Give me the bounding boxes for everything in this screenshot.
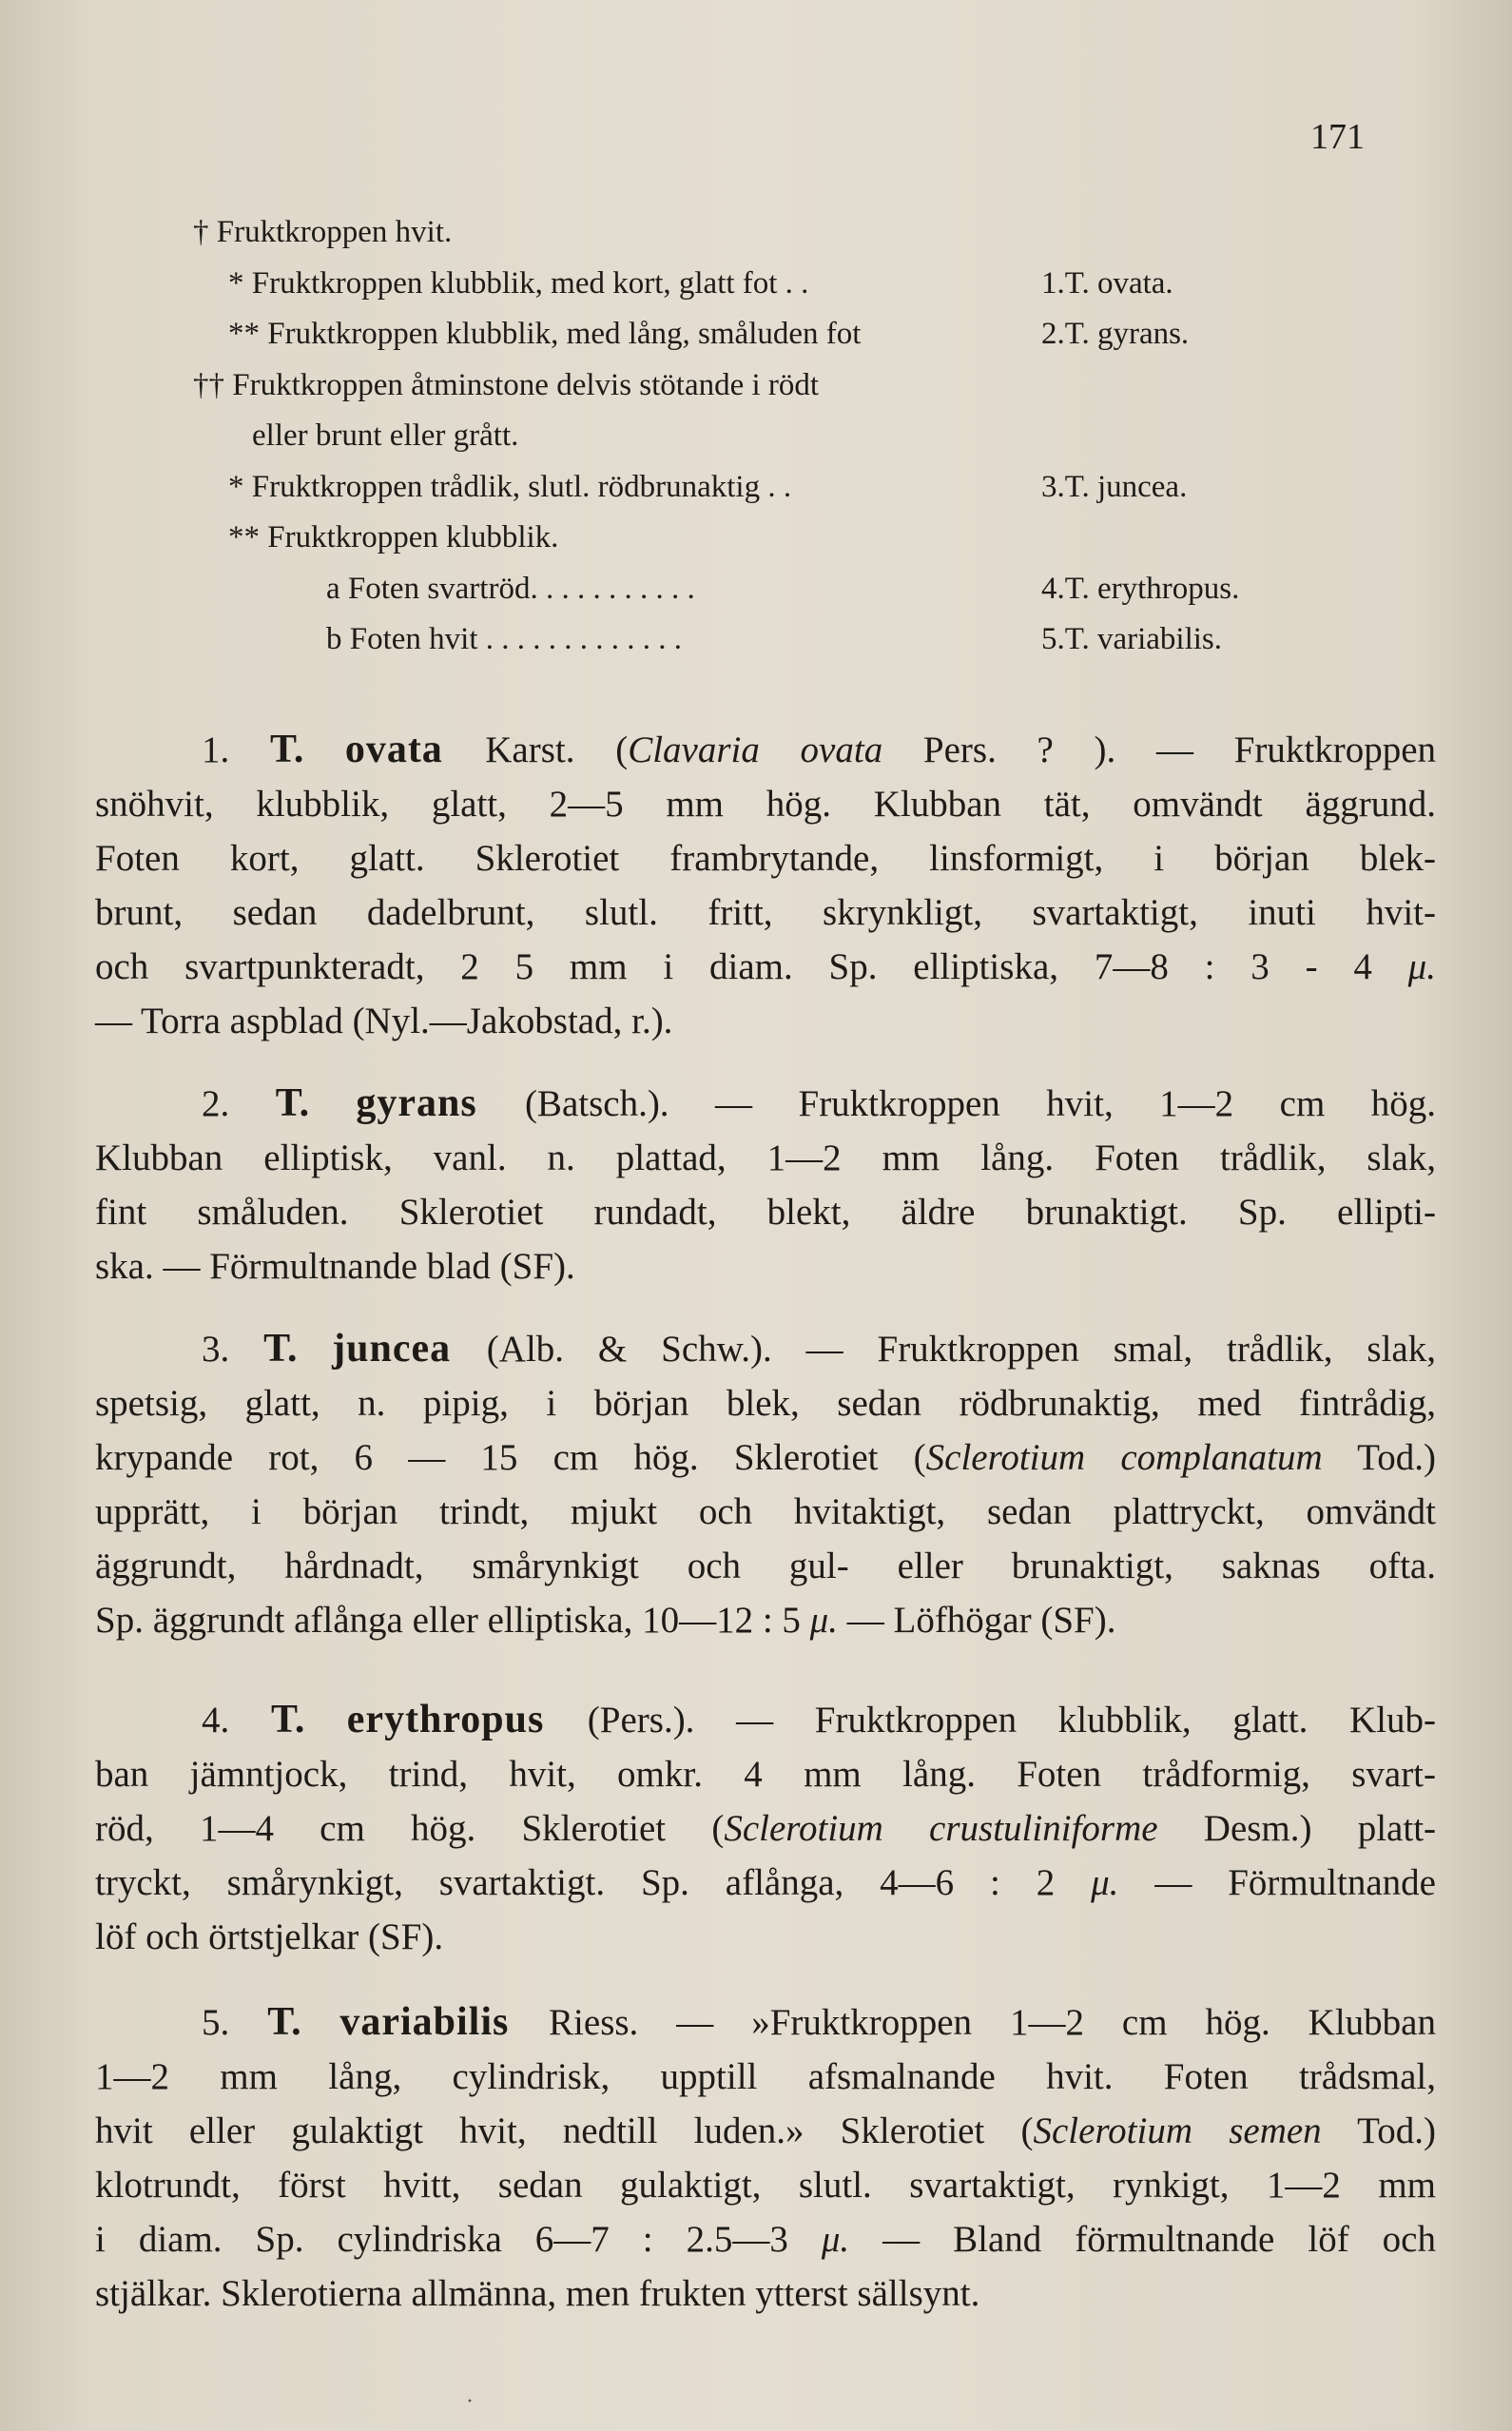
- body-text: ban jämntjock, trind, hvit, omkr. 4 mm lång. Foten trådformig, svart-: [95, 1754, 1436, 1795]
- genus-abbrev: T.: [267, 2000, 340, 2044]
- text-line: [95, 831, 1436, 885]
- text-line: [95, 2212, 1436, 2266]
- text-line: [95, 1485, 1436, 1539]
- text-line: [95, 1693, 1436, 1747]
- text-line: [95, 2104, 1436, 2158]
- species-epithet: erythropus: [346, 1698, 588, 1741]
- body-text: — Förmultnande: [1118, 1862, 1436, 1903]
- key-number: 2.: [1041, 317, 1065, 351]
- body-text: klotrundt, först hvitt, sedan gulaktigt, slutl. svartaktigt, rynkigt, 1—2 mm: [95, 2165, 1436, 2206]
- key-line: [228, 309, 861, 359]
- body-text: — Torra aspblad (Nyl.—Jakobstad, r.).: [95, 1001, 673, 1041]
- key-species-name: T. ovata.: [1064, 265, 1173, 301]
- species-epithet: ovata: [344, 728, 486, 771]
- key-reference: [1041, 614, 1222, 664]
- species-entry: [95, 1995, 1436, 2321]
- key-line: [193, 207, 452, 257]
- key-number: 4.: [1041, 571, 1065, 606]
- key-line: [326, 564, 695, 613]
- body-text: spetsig, glatt, n. pipig, i början blek, sedan rödbrunaktig, med fintrådig,: [95, 1383, 1436, 1424]
- key-line: [228, 259, 808, 308]
- body-text: Sp. äggrundt aflånga eller elliptiska, 10—12 : 5: [95, 1600, 810, 1641]
- key-text: b Foten hvit . . . . . . . . . . . . .: [326, 622, 683, 656]
- key-text: eller brunt eller grått.: [252, 418, 519, 453]
- body-text: hvit eller gulaktigt hvit, nedtill luden.» Sklerotiet (: [95, 2110, 1034, 2151]
- species-entry: [95, 1693, 1436, 1964]
- text-line: [95, 2158, 1436, 2212]
- body-text: röd, 1—4 cm hög. Sklerotiet (: [95, 1808, 725, 1849]
- key-text: † Fruktkroppen hvit.: [193, 215, 453, 249]
- text-line: [95, 1910, 1436, 1964]
- italic-text: Sclerotium semen: [1033, 2110, 1322, 2151]
- print-mark: ·: [466, 2389, 474, 2414]
- text-line: [95, 1322, 1436, 1376]
- species-epithet: variabilis: [339, 2000, 550, 2044]
- key-reference: [1041, 462, 1187, 512]
- key-number: 3.: [1041, 469, 1065, 504]
- key-text: * Fruktkroppen klubblik, med kort, glatt fot . .: [228, 265, 809, 301]
- key-line: [228, 462, 791, 512]
- genus-abbrev: T.: [263, 1327, 333, 1371]
- entry-number: 5.: [202, 2002, 268, 2043]
- body-text: tryckt, smårynkigt, svartaktigt. Sp. aflånga, 4—6 : 2: [95, 1862, 1092, 1903]
- key-species-name: T. variabilis.: [1064, 622, 1223, 656]
- text-line: [95, 1185, 1436, 1239]
- text-line: [95, 940, 1436, 994]
- body-text: 1—2 mm lång, cylindrisk, upptill afsmalnande hvit. Foten trådsmal,: [95, 2056, 1436, 2097]
- body-text: (Alb. & Schw.). — Fruktkroppen smal, trådlik, slak,: [486, 1329, 1436, 1370]
- key-text: ** Fruktkroppen klubblik, med lång, småluden fot: [228, 317, 862, 351]
- body-text: Tod.): [1322, 1437, 1436, 1478]
- key-number: 1.: [1041, 265, 1065, 301]
- body-text: i diam. Sp. cylindriska 6—7 : 2.5—3: [95, 2219, 822, 2260]
- genus-abbrev: T.: [275, 1081, 357, 1125]
- key-text: †† Fruktkroppen åtminstone delvis stötande i rödt: [193, 367, 820, 402]
- italic-text: μ.: [821, 2219, 850, 2260]
- text-line: [95, 2050, 1436, 2104]
- body-text: äggrundt, hårdnadt, smårynkigt och gul- eller brunaktigt, saknas ofta.: [95, 1546, 1436, 1586]
- entry-number: 3.: [202, 1329, 264, 1370]
- body-text: krypande rot, 6 — 15 cm hög. Sklerotiet (: [95, 1437, 926, 1478]
- genus-abbrev: T.: [270, 1698, 347, 1741]
- body-text: snöhvit, klubblik, glatt, 2—5 mm hög. Klubban tät, omvändt äggrund.: [95, 784, 1436, 825]
- entry-number: 1.: [202, 729, 270, 770]
- italic-text: Sclerotium complanatum: [925, 1437, 1323, 1478]
- body-text: stjälkar. Sklerotierna allmänna, men frukten ytterst sällsynt.: [95, 2273, 980, 2314]
- key-line: [326, 614, 682, 664]
- body-text: och svartpunkteradt, 2 5 mm i diam. Sp. elliptiska, 7—8 : 3 - 4: [95, 946, 1408, 987]
- key-line: [228, 513, 558, 562]
- body-text: (Pers.). — Fruktkroppen klubblik, glatt. Klub-: [587, 1700, 1436, 1741]
- page-number: 171: [1310, 117, 1365, 157]
- key-reference: [1041, 309, 1189, 359]
- key-text: * Fruktkroppen trådlik, slutl. rödbrunaktig . .: [228, 469, 792, 504]
- key-line: [252, 411, 518, 460]
- species-entry: [95, 1322, 1436, 1647]
- body-text: (Batsch.). — Fruktkroppen hvit, 1—2 cm hög.: [524, 1083, 1437, 1124]
- text-line: [95, 1801, 1436, 1856]
- key-line: [193, 360, 819, 410]
- species-entry: [95, 1077, 1436, 1293]
- body-text: — Bland förmultnande löf och: [849, 2219, 1436, 2260]
- species-epithet: juncea: [332, 1327, 487, 1371]
- body-text: Riess. — »Fruktkroppen 1—2 cm hög. Klubban: [549, 2002, 1436, 2043]
- text-line: [95, 1239, 1436, 1293]
- key-text: ** Fruktkroppen klubblik.: [228, 520, 559, 554]
- text-line: [95, 1856, 1436, 1910]
- text-line: [95, 1995, 1436, 2050]
- species-epithet: gyrans: [356, 1081, 525, 1125]
- italic-text: μ.: [1407, 946, 1436, 987]
- species-entry: [95, 723, 1436, 1048]
- text-line: [95, 1539, 1436, 1593]
- body-text: Klubban elliptisk, vanl. n. plattad, 1—2 mm lång. Foten trådlik, slak,: [95, 1138, 1436, 1178]
- text-line: [95, 2266, 1436, 2321]
- entry-number: 4.: [202, 1700, 271, 1741]
- entry-number: 2.: [202, 1083, 276, 1124]
- italic-text: μ.: [809, 1600, 838, 1641]
- text-line: [95, 885, 1436, 940]
- key-number: 5.: [1041, 622, 1065, 656]
- italic-text: Sclerotium crustuliniforme: [724, 1808, 1158, 1849]
- text-line: [95, 777, 1436, 831]
- genus-abbrev: T.: [269, 728, 345, 771]
- body-text: Tod.): [1321, 2110, 1436, 2151]
- key-species-name: T. erythropus.: [1064, 571, 1240, 606]
- text-line: [95, 994, 1436, 1048]
- key-reference: [1041, 259, 1173, 308]
- body-text: Desm.) platt-: [1157, 1808, 1437, 1849]
- body-text: löf och örtstjelkar (SF).: [95, 1916, 444, 1957]
- text-line: [95, 1376, 1436, 1430]
- text-line: [95, 1077, 1436, 1131]
- body-text: brunt, sedan dadelbrunt, slutl. fritt, skrynkligt, svartaktigt, inuti hvit-: [95, 892, 1436, 933]
- key-reference: [1041, 564, 1239, 613]
- text-line: [95, 1593, 1436, 1647]
- key-species-name: T. juncea.: [1064, 469, 1188, 504]
- text-line: [95, 1430, 1436, 1485]
- body-text: ska. — Förmultnande blad (SF).: [95, 1246, 575, 1287]
- body-text: Karst. (: [485, 729, 629, 770]
- body-text: Pers. ? ). — Fruktkroppen: [882, 729, 1436, 770]
- key-text: a Foten svartröd. . . . . . . . . . .: [326, 571, 695, 606]
- text-line: [95, 1131, 1436, 1185]
- italic-text: Clavaria ovata: [628, 729, 883, 770]
- body-text: — Löfhögar (SF).: [838, 1600, 1116, 1641]
- italic-text: μ.: [1091, 1862, 1119, 1903]
- text-line: [95, 723, 1436, 777]
- key-species-name: T. gyrans.: [1064, 317, 1190, 351]
- body-text: upprätt, i början trindt, mjukt och hvitaktigt, sedan plattryckt, omvändt: [95, 1491, 1436, 1532]
- body-text: Foten kort, glatt. Sklerotiet frambrytande, linsformigt, i början blek-: [95, 838, 1436, 879]
- text-line: [95, 1747, 1436, 1801]
- body-text: fint småluden. Sklerotiet rundadt, blekt, äldre brunaktigt. Sp. ellipti-: [95, 1192, 1436, 1233]
